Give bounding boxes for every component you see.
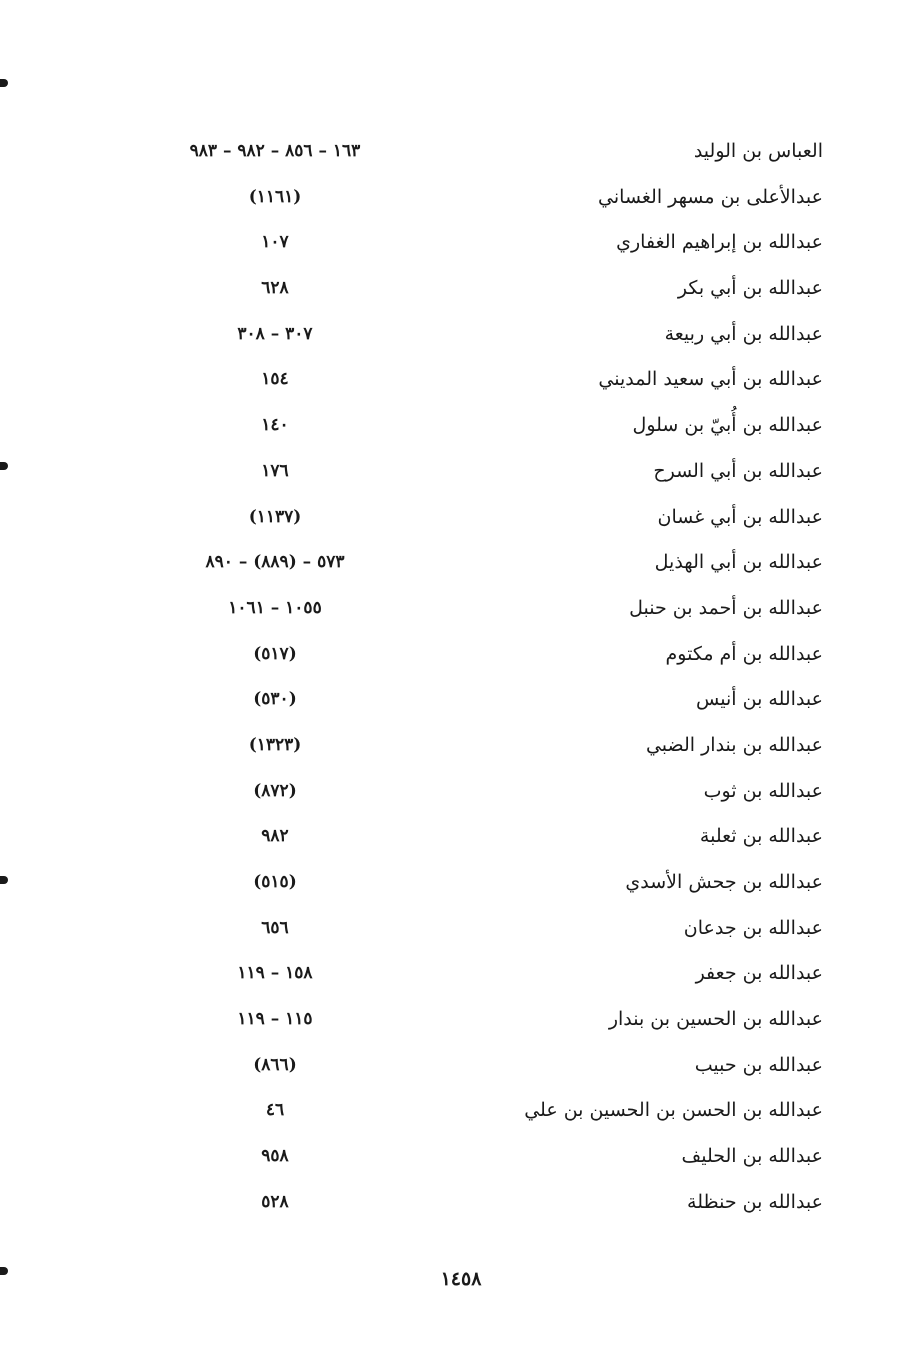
entry-name: عبدالله بن إبراهيم الغفاري [616,231,823,254]
index-entry [0,539,923,585]
entry-name: عبدالله بن الحليف [681,1145,823,1168]
entry-page-refs: ٥٧٣ – (٨٨٩) – ٨٩٠ [205,552,345,573]
entry-name: عبدالله بن جدعان [683,916,823,939]
entry-name: عبدالله بن أبي غسان [657,505,823,528]
index-entry [0,494,923,540]
entry-name: عبدالله بن أبي السرح [653,459,823,482]
index-entry [0,859,923,905]
index-entry [0,1133,923,1179]
entry-name: عبدالله بن الحسن بن الحسين بن علي [524,1099,823,1122]
entry-name: عبدالله بن أُبيّ بن سلول [632,414,823,437]
entry-name: عبدالله بن ثعلبة [699,825,823,848]
entry-name: عبدالله بن أبي الهذيل [654,551,823,574]
entry-page-refs: ١٧٦ [261,460,289,481]
scan-edge-mark [0,1267,8,1275]
index-entry [0,1179,923,1225]
entry-name: العباس بن الوليد [693,140,823,162]
index-entry [0,1042,923,1088]
entry-name: عبدالله بن أبي بكر [677,277,823,300]
entry-page-refs: ١٥٤ [261,369,289,390]
entry-page-refs: ٥٢٨ [261,1191,289,1212]
index-entry [0,722,923,768]
entry-page-refs: (٨٦٦) [253,1054,297,1075]
entry-name: عبدالأعلى بن مسهر الغساني [598,185,823,208]
entry-page-refs: ١٥٨ – ١١٩ [237,963,313,984]
entry-page-refs: ٩٥٨ [261,1146,289,1167]
entry-name: عبدالله بن أم مكتوم [665,642,823,665]
index-entry [0,631,923,677]
index-entry [0,174,923,220]
entry-page-refs: ١٦٣ – ٨٥٦ – ٩٨٢ – ٩٨٣ [189,141,361,161]
entry-page-refs: ٣٠٧ – ٣٠٨ [237,323,313,344]
index-entry [0,1087,923,1133]
index-entry [0,585,923,631]
index-entry [0,128,923,174]
entry-name: عبدالله بن ثوب [703,779,823,802]
entry-page-refs: (٥١٥) [253,872,297,892]
index-entry [0,265,923,311]
entry-page-refs: ٤٦ [265,1100,285,1121]
index-entry [0,356,923,402]
entry-name: عبدالله بن حنظلة [687,1190,823,1213]
entry-page-refs: (٨٧٢) [253,780,297,801]
index-entry [0,402,923,448]
entry-page-refs: ٩٨٢ [261,826,289,847]
index-entry [0,996,923,1042]
entry-name: عبدالله بن أبي ربيعة [664,322,823,345]
entry-page-refs: ٦٢٨ [261,278,289,299]
entry-name: عبدالله بن أحمد بن حنبل [629,596,823,619]
entry-name: عبدالله بن جحش الأسدي [625,871,823,893]
entry-name: عبدالله بن أنيس [696,688,823,711]
index-entry [0,950,923,996]
index-entry [0,905,923,951]
entry-page-refs: ١٤٠ [261,415,289,436]
page-number: ١٤٥٨ [440,1268,482,1290]
entry-name: عبدالله بن جعفر [695,962,823,985]
scan-edge-mark [0,79,8,87]
entry-name: عبدالله بن حبيب [694,1053,823,1076]
entry-page-refs: ١١٥ – ١١٩ [237,1009,313,1030]
entry-name: عبدالله بن بندار الضبي [645,733,823,756]
entry-page-refs: ٦٥٦ [261,917,289,938]
entry-page-refs: ١٠٥٥ – ١٠٦١ [228,597,322,618]
index-entry [0,813,923,859]
index-entry [0,676,923,722]
entry-page-refs: (١١٦١) [248,186,302,207]
entry-name: عبدالله بن أبي سعيد المديني [598,368,823,391]
entry-page-refs: (١٣٢٣) [248,734,302,755]
index-entry [0,311,923,357]
entry-page-refs: (٥١٧) [253,643,297,664]
index-entry [0,219,923,265]
entry-page-refs: (٥٣٠) [253,689,297,710]
entry-page-refs: (١١٣٧) [248,506,302,527]
index-entry [0,448,923,494]
index-entry [0,768,923,814]
entry-name: عبدالله بن الحسين بن بندار [608,1008,823,1031]
name-index-list [0,128,923,1225]
entry-page-refs: ١٠٧ [261,232,289,253]
